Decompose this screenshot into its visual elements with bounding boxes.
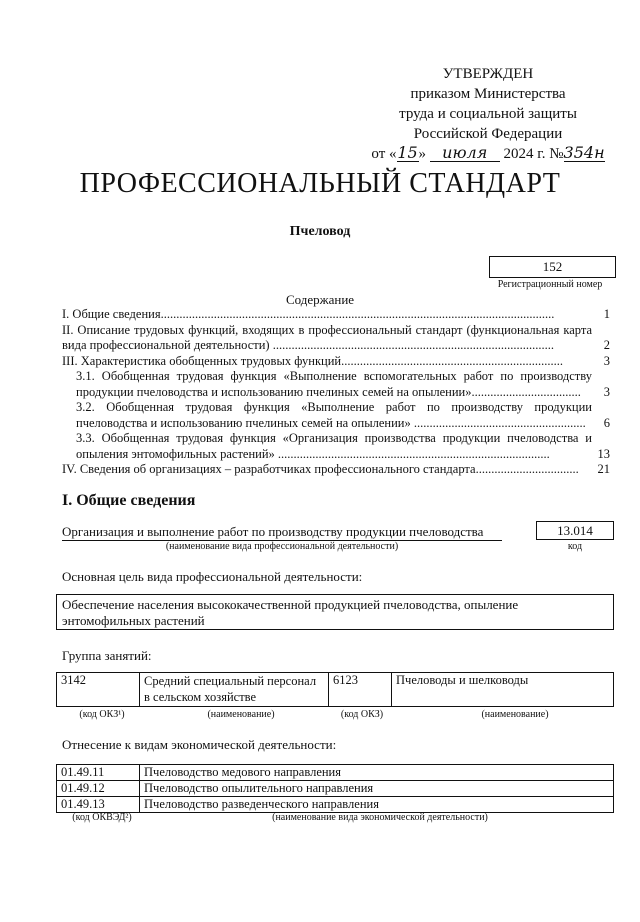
table-row: [57, 673, 614, 707]
okved-name: Пчеловодство медового направления: [140, 765, 614, 781]
caption-okz-code: (код ОКЗ¹): [79, 709, 125, 720]
okved-name: Пчеловодство опылительного направления: [140, 781, 614, 797]
caption-okved-name: (наименование вида экономической деятельности): [272, 812, 488, 823]
approval-month: июля: [430, 145, 500, 162]
toc-item[interactable]: II. Описание трудовых функций, входящих в профессиональный стандарт (функциональная карта вида профессиональной деятельности) .......................................................................................... 2: [62, 322, 610, 352]
approval-block: [360, 64, 616, 164]
okved-label: Отнесение к видам экономической деятельности:: [62, 737, 337, 752]
section-heading: I. Общие сведения: [62, 492, 196, 509]
okved-code: 01.49.11: [57, 765, 140, 781]
approval-line-order: приказом Министерства: [410, 86, 566, 102]
okved-code: 01.49.13: [57, 797, 140, 813]
activity-code-box: 13.014: [536, 521, 614, 540]
toc-item[interactable]: III. Характеристика обобщенных трудовых функций....................................................................... 3: [62, 353, 610, 368]
approval-number: 354н: [563, 143, 605, 162]
standard-name: Пчеловод: [289, 224, 351, 239]
toc-item[interactable]: I. Общие сведения.............................................................................................................................. 1: [62, 307, 610, 321]
toc-item[interactable]: 3.1. Обобщенная трудовая функция «Выполнение вспомогательных работ по производству продукции пчеловодства и использованию пчелиных семей на опылении»................................... 3: [76, 369, 610, 399]
toc-item[interactable]: 3.3. Обобщенная трудовая функция «Организация производства продукции пчеловодства и опыления энтомофильных растений» ....................................................................................... 13: [76, 431, 610, 461]
table-row: [57, 781, 614, 797]
approval-date-line: [360, 144, 616, 164]
date-prefix: от «: [371, 146, 397, 162]
approval-year: 2024 г. №: [503, 146, 564, 162]
table-row: [57, 765, 614, 781]
okved-name: Пчеловодство разведенческого направления: [140, 797, 614, 813]
toc-heading: Содержание: [285, 292, 355, 307]
date-mid: »: [418, 146, 426, 162]
code-caption: код: [567, 541, 583, 552]
registration-number-box: 152: [489, 256, 616, 278]
approval-line-country: Российской Федерации: [413, 126, 563, 142]
okved-code: 01.49.12: [57, 781, 140, 797]
goal-box: Обеспечение населения высококачественной продукцией пчеловодства, опыление энтомофильных растений: [56, 594, 614, 630]
occupation-group-table: [56, 672, 614, 707]
activity-name: Организация и выполнение работ по производству продукции пчеловодства: [62, 524, 502, 541]
approval-day: 15: [397, 143, 418, 162]
toc-item[interactable]: IV. Сведения об организациях – разработчиках профессионального стандарта................................. 21: [62, 462, 610, 476]
approval-line-ministry: труда и социальной защиты: [399, 106, 577, 122]
okz-code-1: 3142: [57, 673, 140, 707]
caption-name-2: (наименование): [481, 709, 549, 720]
okz-name-2: Пчеловоды и шелководы: [392, 673, 614, 707]
okz-code-2: 6123: [329, 673, 392, 707]
approval-title: УТВЕРЖДЕН: [442, 66, 534, 82]
caption-name: (наименование): [207, 709, 275, 720]
okved-table: [56, 764, 614, 813]
caption-okved-code: (код ОКВЭД²): [72, 812, 132, 823]
table-row: [57, 797, 614, 813]
toc-item[interactable]: 3.2. Обобщенная трудовая функция «Выполнение работ по производству продукции пчеловодства и использованию пчелиных семей на опылении» ....................................................... 6: [76, 400, 610, 430]
caption-okz-code-2: (код ОКЗ): [340, 709, 384, 720]
activity-caption: (наименование вида профессиональной деятельности): [165, 541, 399, 552]
table-of-contents: [62, 307, 610, 478]
goal-label: Основная цель вида профессиональной деятельности:: [62, 569, 363, 584]
registration-caption: Регистрационный номер: [497, 279, 603, 290]
document-title: ПРОФЕССИОНАЛЬНЫЙ СТАНДАРТ: [79, 168, 561, 199]
group-label: Группа занятий:: [62, 648, 152, 663]
okz-name-1: Средний специальный персонал в сельском хозяйстве: [140, 673, 329, 707]
